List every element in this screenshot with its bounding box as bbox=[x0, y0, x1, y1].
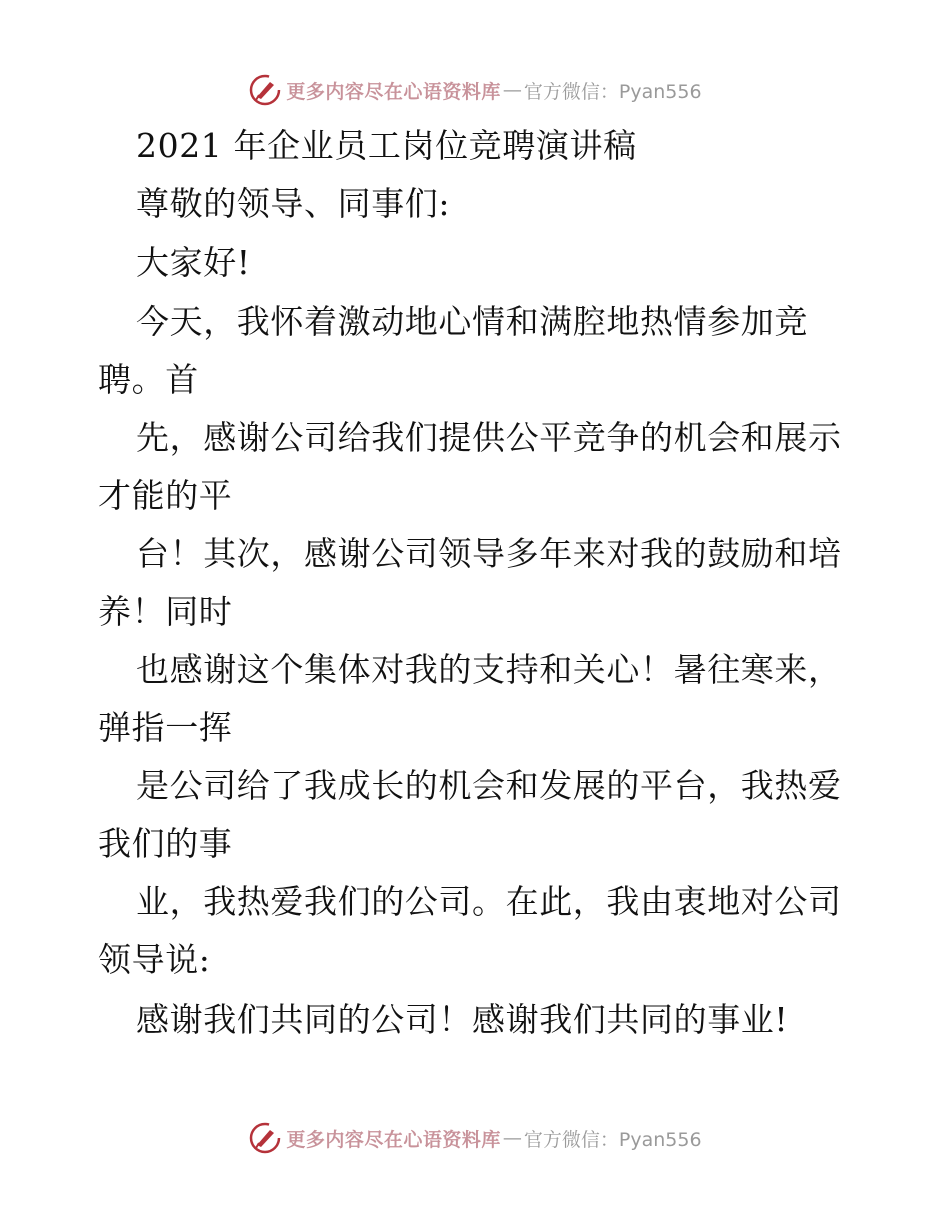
watermark-wechat-text: 官方微信：Pyan556 bbox=[523, 1128, 702, 1151]
watermark-footer bbox=[0, 1118, 950, 1158]
watermark-wechat-text: 官方微信：Pyan556 bbox=[523, 80, 702, 103]
watermark-dash: — bbox=[502, 1127, 522, 1149]
paragraph-line: 领导说: bbox=[98, 940, 211, 979]
paragraph-line: 聘。首 bbox=[98, 360, 199, 399]
paragraph-line: 先，感谢公司给我们提供公平竞争的机会和展示 bbox=[136, 418, 842, 457]
document-title: 2021 年企业员工岗位竞聘演讲稿 bbox=[136, 126, 637, 165]
paragraph-line: 弹指一挥 bbox=[98, 708, 233, 747]
paragraph-line: 才能的平 bbox=[98, 476, 233, 515]
salutation: 尊敬的领导、同事们: bbox=[136, 184, 451, 223]
paragraph-line: 是公司给了我成长的机会和发展的平台，我热爱 bbox=[136, 766, 842, 805]
watermark-dash: — bbox=[502, 79, 522, 101]
paragraph-line: 业，我热爱我们的公司。在此，我由衷地对公司 bbox=[136, 882, 842, 921]
greeting: 大家好! bbox=[136, 243, 251, 282]
quill-logo-icon bbox=[248, 73, 282, 107]
watermark-header bbox=[0, 70, 950, 110]
paragraph-line: 也感谢这个集体对我的支持和关心！暑往寒来， bbox=[136, 650, 842, 689]
closing-line: 感谢我们共同的公司！感谢我们共同的事业! bbox=[136, 1000, 789, 1039]
paragraph-line: 我们的事 bbox=[98, 824, 233, 863]
quill-logo-icon bbox=[248, 1121, 282, 1155]
watermark-main-text: 更多内容尽在心语资料库 bbox=[286, 80, 501, 103]
paragraph-line: 今天，我怀着激动地心情和满腔地热情参加竞 bbox=[136, 302, 808, 341]
watermark-main-text: 更多内容尽在心语资料库 bbox=[286, 1128, 501, 1151]
paragraph-line: 养！同时 bbox=[98, 592, 233, 631]
paragraph-line: 台！其次，感谢公司领导多年来对我的鼓励和培 bbox=[136, 534, 842, 573]
